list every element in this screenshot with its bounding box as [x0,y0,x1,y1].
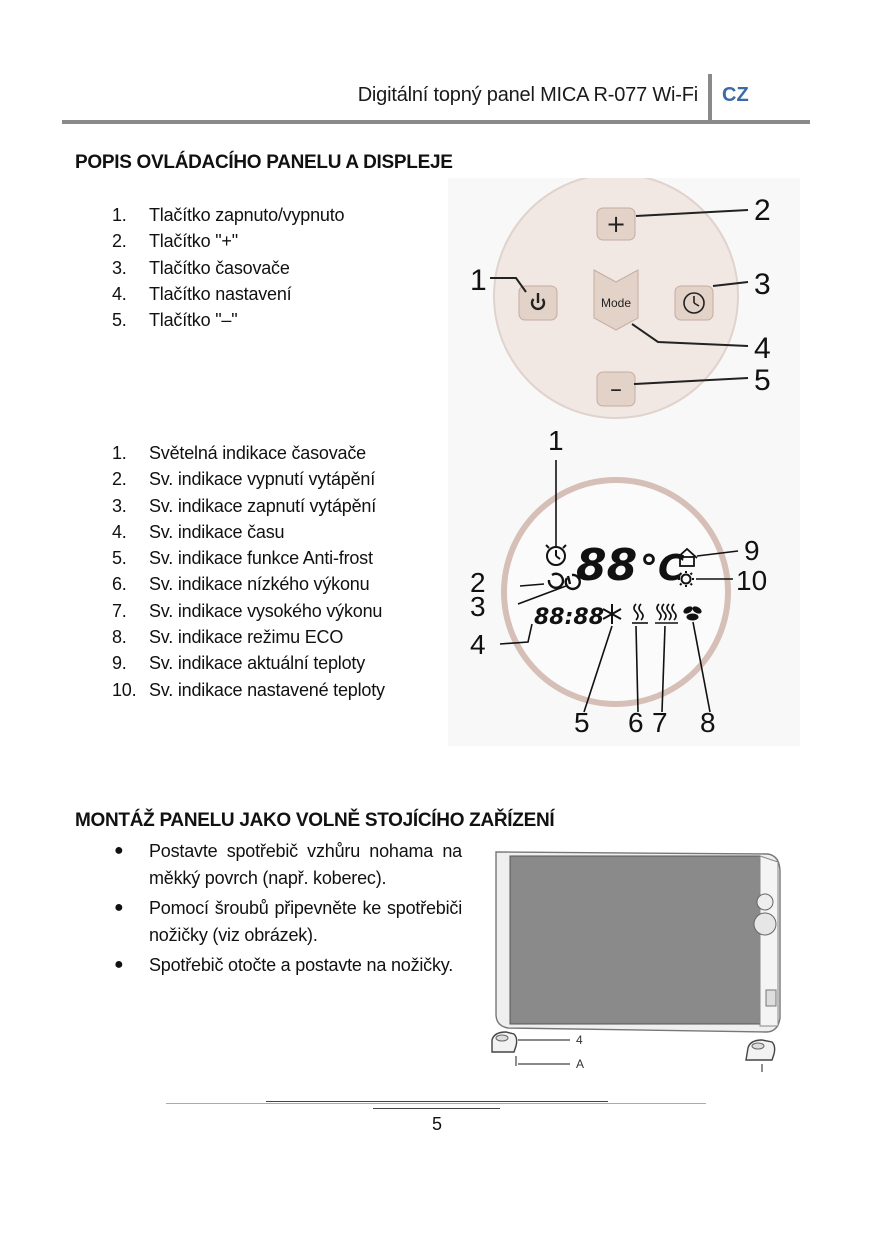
footer-rule-light [166,1103,706,1104]
callout-8: 8 [700,707,716,738]
list-item: 1. Světelná indikace časovače [112,443,366,463]
callout-7: 7 [652,707,668,738]
figure-label-4: 4 [576,1033,583,1047]
list-item: 8. Sv. indikace režimu ECO [112,627,344,648]
language-code: CZ [722,84,749,106]
temperature-unit: °C [640,548,685,589]
callout-9: 9 [744,535,760,566]
callout-2: 2 [470,567,486,598]
callout-6: 6 [628,707,644,738]
time-readout: 88:88 [534,605,605,630]
list-item: 5. Tlačítko "–" [112,310,238,331]
callout-3: 3 [754,268,771,301]
callout-3: 3 [470,591,486,622]
bullet-icon: ● [114,842,124,859]
callout-4: 4 [754,332,771,365]
list-item: ● Pomocí šroubů připevněte ke spotřebiči nožičky (viz obrázek). [112,895,462,949]
list-item: 4. Sv. indikace času [112,521,285,542]
header-rule [62,120,810,124]
foot-left [492,1032,517,1052]
list-item: 9. Sv. indikace aktuální teploty [112,653,365,674]
list-item: 7. Sv. indikace vysokého výkonu [112,600,383,621]
list-item: 1. Tlačítko zapnuto/vypnuto [112,205,345,225]
figure-label-a: A [576,1057,585,1071]
section-title-freestanding: MONTÁŽ PANELU JAKO VOLNĚ STOJÍCÍHO ZAŘÍZENÍ [75,810,555,831]
header-separator [708,74,712,122]
temperature-readout: 88 [576,540,638,591]
minus-button [597,372,635,406]
svg-text:Mode: Mode [600,296,632,310]
list-item: ● Postavte spotřebič vzhůru nohama na měkký povrch (např. koberec). [112,838,462,892]
list-item: 2. Tlačítko "+" [112,231,238,252]
bullet-icon: ● [114,956,124,973]
heater-body [496,852,780,1032]
callout-1: 1 [470,264,487,297]
callout-4: 4 [470,629,486,660]
page-number: 5 [431,1114,442,1134]
list-item: 3. Sv. indikace zapnutí vytápění [112,495,377,516]
list-item: 10. Sv. indikace nastavené teploty [112,679,385,700]
list-item: 2. Sv. indikace vypnutí vytápění [112,469,375,490]
panel-buttons-list [112,202,344,333]
list-item: ● Spotřebič otočte a postavte na nožičky. [112,952,462,979]
display-indicators-list [112,440,385,703]
svg-text:–: – [610,375,622,403]
bullet-icon: ● [114,899,124,916]
svg-text:+: + [605,210,627,238]
timer-button [675,286,713,320]
callout-2: 2 [754,194,771,227]
section-title-control-panel: POPIS OVLÁDACÍHO PANELU A DISPLEJE [75,152,453,173]
control-panel-figure [448,178,800,420]
list-item: 4. Tlačítko nastavení [112,283,292,304]
footer-rule-short [373,1108,500,1109]
callout-5: 5 [574,707,590,738]
list-item: 6. Sv. indikace nízkého výkonu [112,574,370,595]
list-item: 5. Sv. indikace funkce Anti-frost [112,548,373,569]
instructions-list [112,838,462,982]
heater-figure [478,842,800,1088]
foot-right [746,1040,775,1060]
callout-1: 1 [548,425,564,456]
footer-rule [266,1101,608,1102]
display-ring [504,480,728,704]
callout-5: 5 [754,364,771,397]
header-title: Digitální topný panel MICA R-077 Wi-Fi [357,84,698,106]
callout-10: 10 [736,565,768,596]
display-figure [448,420,800,746]
plus-button [597,208,635,240]
list-item: 3. Tlačítko časovače [112,257,290,278]
